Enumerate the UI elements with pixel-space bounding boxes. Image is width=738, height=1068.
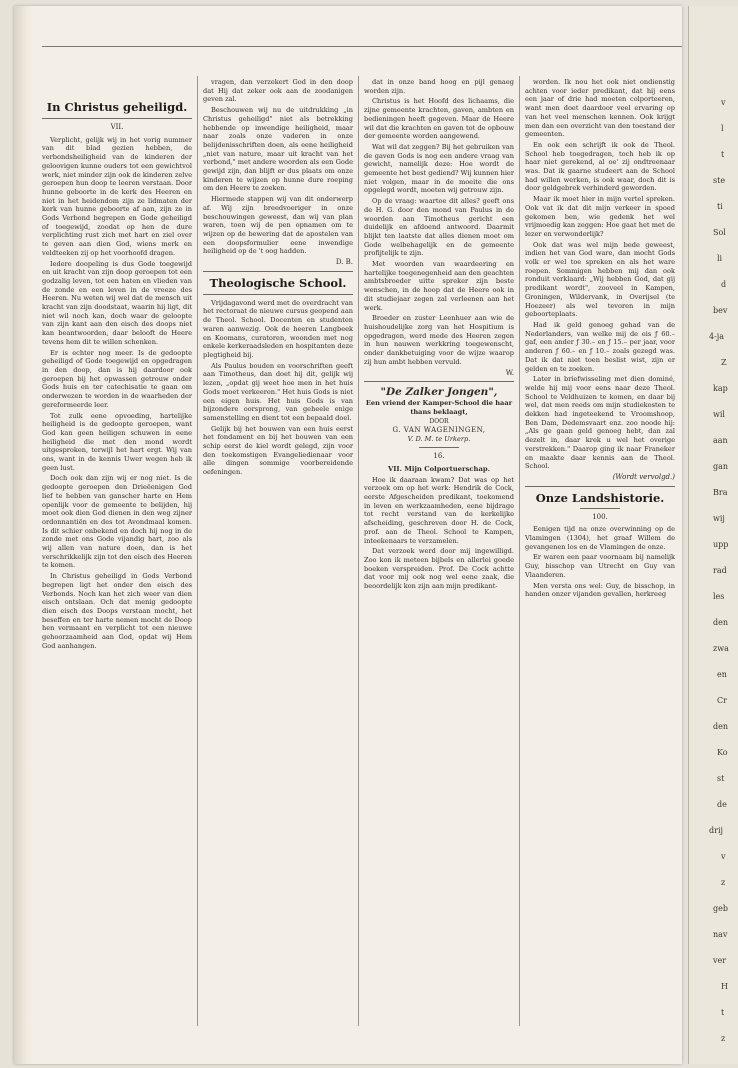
short-rule — [580, 508, 620, 509]
edge-text-fragment: Bra — [713, 488, 728, 497]
page-binding-shadow — [14, 6, 32, 1064]
paragraph: Had ik geld genoeg gehad van de Nederlanders, van welke mij de eis ƒ 60.– gaf, een ander ƒ 30.– en ƒ 15.– per jaar, voor anderen ƒ 60.– en ƒ 10.– zoals gezegd was. Dat ik dat niet toen beslist wist, zijn er gelden en te zoeken. — [525, 320, 675, 373]
edge-text-fragment: rad — [713, 566, 727, 575]
edge-text-fragment: t — [721, 1008, 725, 1017]
section-rule — [364, 381, 514, 382]
edge-text-fragment: geb — [713, 904, 728, 913]
article-subtitle: Een vriend der Kamper-School die haar thans beklaagt, — [365, 399, 513, 417]
article-title-theologische-school: Theologische School. — [209, 275, 347, 290]
column-divider — [358, 76, 359, 1026]
paragraph: Men versta ons wel: Guy, de bisschop, in handen onzer vijanden gevallen, herkreeg — [525, 581, 675, 599]
paragraph: Later in briefwisseling met dien dominé, welde hij mij voor eens naar deze Theol. School te Veldhuizen te komen, en daar bij wel, dat men reeds om mijn studiekosten te dekken had ingeteekend te Vroomshoop, Ben Dam, Dedemsvaart enz. zoo noode hij: „Als ge gaan geld genoeg hebt, dan zal dezelt in, daar krek u wel het overige verstrekken." Daarop ging ik naar Franeker en maakte daar kennis aan de Theol. School. — [525, 375, 675, 471]
edge-text-fragment: ver — [713, 956, 727, 965]
edge-text-fragment: z — [721, 878, 726, 887]
installment-number: 16. — [433, 452, 445, 461]
byline-author: G. VAN WAGENINGEN, — [392, 426, 486, 435]
edge-text-fragment: ti — [717, 202, 723, 211]
edge-text-fragment: gan — [713, 462, 729, 471]
paragraph: Vrijdagavond werd met de overdracht van het rectoraat de nieuwe cursus geopend aan de Theol. School. Docenten en studenten waren aanwezig. Ook de heeren Langbeek en Koomans, curatoren, woonden met nog enkele kerkeraadsleden en hospitanten deze plegtigheid bij. — [203, 298, 353, 359]
paragraph: Ook dat was wel mijn bede geweest, indien het van God ware, dan mocht Gods volk er wel toe spreken en als het ware roepen. Sommigen hebben mij dan ook ronduit verklaard: „Wij hebben God, dat gij predikant wordt", zooveel in Kampen, Groningen, Wildervank, in Overijsel (te Hoezeer) als wel tevoren in mijn geboorteplaats. — [525, 240, 675, 319]
top-separator-rule — [42, 46, 682, 47]
paragraph: Broeder en zuster Leenhuer aan wie de huishoudelijke zorg van het Hospitium is opgedragen, werd mede des Heeren zegen in hun nauwen werkkring toegewenscht, onder dankbetuiging voor de wijze waarop zij hun ambt hebben vervuld. — [364, 314, 514, 366]
section-rule — [203, 271, 353, 272]
edge-text-fragment: bev — [713, 306, 728, 315]
edge-text-fragment: upp — [713, 540, 729, 549]
edge-text-fragment: v — [721, 852, 726, 861]
signature: W. — [505, 368, 514, 377]
edge-text-fragment: v — [721, 98, 726, 107]
edge-text-fragment: zwa — [713, 644, 729, 653]
to-be-continued-note: (Wordt vervolgd.) — [612, 472, 675, 481]
newspaper-page — [14, 6, 682, 1064]
edge-text-fragment: les — [713, 592, 725, 601]
paragraph: Hiermede stappen wij van dit onderwerp af. Wij zijn breedvoeriger in onze beschouwingen geweest, dan wij van plan waren, toen wij de pen opnamen om te wijzen op de bewering dat de apostelen van een doopsformulier eene inwendige heiligheid op de 't oog hadden. — [203, 195, 353, 256]
column-divider — [519, 76, 520, 1026]
paragraph: Maar ik moet hier in mijn vertel spreken. Ook vat ik dat dit mijn verkeer in spoed gekomen ben, wie gedenk het wel vrijmoedig kan zeggen: Hoe gaat het met de lezer en verwonderlijk? — [525, 195, 675, 238]
article-title-in-christus: In Christus geheiligd. — [46, 100, 188, 114]
edge-text-fragment: Z — [721, 358, 727, 367]
paragraph: Met woorden van waardeering en hartelijke toegenegenheid aan den geachten ambtsbroeder uitte spreker zijn beste wenschen, in de hoop dat de Heere ook in dit studiejaar zegen zal verleenen aan het werk. — [364, 260, 514, 312]
paragraph: Christus is het Hoofd des lichaams, die zijne gemeente krachten, gaven, ambten en bedieningen heeft gegeven. Maar de Heere wil dat die krachten en gaven tot de opbouw der gemeente worden aangewend. — [364, 97, 514, 141]
edge-text-fragment: aan — [713, 436, 728, 445]
paragraph: Als Paulus bouden en voorschriften geeft aan Timotheus, dan doet hij dit, gelijk wij lezen, „opdat gij weet hoe men in het huis Gods moet verkeeren." Het huis Gods is niet een eigen huis. Het huis Gods is van bijzondere oorsprong, van geheele enige samenstelling en dient tot een bepaald doel. — [203, 361, 353, 422]
article-header-zalker-jongen — [364, 386, 514, 444]
byline-affiliation: V. D. M. te Urkerp. — [407, 435, 471, 444]
paragraph: In Christus geheiligd in Gods Verbond begrepen ligt het onder den eisch des Verbonds. Noch kan het zich weer van dien eisch ontslaan. Och dat menig gedoopte dien eisch des Doops verstaan mocht, het beseffen en ter harte nemen mocht de Doop hen vermaant en verplicht tot een nieuwe gehoorzaamheid aan God, opdat wij Hem God aanhangen. — [42, 572, 192, 650]
short-rule — [419, 447, 459, 448]
column-3 — [364, 78, 514, 593]
article-title-onze-landshistorie: Onze Landshistorie. — [535, 490, 665, 505]
edge-text-fragment: H — [721, 982, 728, 991]
paragraph: Tot zulk eene opvoeding, hartelijke heiligheid is de gedoopte geroepen, want God kan geen heiligen schuwen in eene heiligheid die met den mond wordt uitgesproken, terwijl het hart ergt. Wij van ons, want in de kennis Uwer wegen heb ik geen lust. — [42, 411, 192, 472]
article-title-zalker-jongen: "De Zalker Jongen", — [380, 386, 498, 399]
edge-text-fragment: nav — [713, 930, 728, 939]
byline-prefix: DOOR — [429, 418, 449, 426]
edge-text-fragment: wij — [713, 514, 725, 523]
edge-text-fragment: en — [717, 670, 727, 679]
column-2 — [203, 78, 353, 479]
edge-text-fragment: den — [713, 618, 729, 627]
edge-text-fragment: st — [717, 774, 725, 783]
installment-number: 100. — [592, 512, 608, 521]
paragraph: Doch ook dan zijn wij er nog niet. Is de gedoopte geroepen den Drieëenigen God lief te hebben van ganscher harte en Hem openlijk voor de gemeente te belijden, hij moet ook dien God dienen in den weg zijner ordonnantiën en des tot Avondmaal komen. Is dit schier onbekend en doch hij nog in de zonde met ons Gode vijandig hart, zoo als wij allen van nature doen, dan is het verschrikkelijk zijn tot den eisch des Heeren te komen. — [42, 474, 192, 570]
paragraph: dat in onze band hoog en pijl genaeg worden zijn. — [364, 78, 514, 95]
edge-text-fragment: drij — [709, 826, 723, 835]
edge-text-fragment: de — [717, 800, 727, 809]
paragraph: Dat verzoek werd door mij ingewilligd. Zoo kon ik meteen bijbels en allerlei goede boeken verspreiden. Prof. De Cock achtte dat voor mij ook nog wel eene zaak, die beoordelijk kon zijn aan mijn predikant- — [364, 547, 514, 591]
column-4 — [525, 78, 675, 601]
title-rule — [42, 118, 192, 119]
paragraph: Eenigen tijd na onze overwinning op de Vlamingen (1304), het graaf Willem de gevangenen los en de Vlamingen de onze. — [525, 525, 675, 551]
edge-text-fragment: den — [713, 722, 729, 731]
edge-text-fragment: z — [721, 1034, 726, 1043]
edge-text-fragment: Cr — [717, 696, 727, 705]
paragraph: Beschouwen wij nu de uitdrukking „in Christus geheiligd" niet als betrekking hebbende op inwendige heiligheid, maar naar zoals onze vaderen in onze belijdenisschriften doen, als eene heiligheid „niet van nature, maar uit kracht van het verbond," met andere woorden als een Gode gewijd zijn, dan blijft er dus plaats om onze kinderen te wijzen op hunne dure roeping om den Heere te zoeken. — [203, 106, 353, 193]
edge-text-fragment: li — [717, 254, 723, 263]
signature: D. B. — [335, 258, 353, 267]
section-rule — [525, 486, 675, 487]
paragraph: Hoe ik daaraan kwam? Dat was op het verzoek om op het werk: Hendrik de Cock, eerste Afgescheiden predikant, toekomend in leven en werkzaamheden, eene bijdrage tot recht verstand van de kerkelijke afscheiding, geschreven door H. de Cock, prof. aan de Theol. School te Kampen, inteekenaars te verzamelen. — [364, 475, 514, 545]
paragraph: vragen, dan verzekert God in den doop dat Hij dat zeker ook aan de zoodanigen geven zal. — [203, 78, 353, 104]
edge-text-fragment: t — [721, 150, 725, 159]
section-number: VII. — [110, 123, 124, 131]
paragraph: Er waren een paar voornaam bij namelijk Guy, bisschop van Utrecht en Guy van Vlaanderen. — [525, 553, 675, 579]
edge-text-fragment: d — [721, 280, 727, 289]
edge-text-fragment: wil — [713, 410, 725, 419]
edge-text-fragment: kap — [713, 384, 728, 393]
edge-text-fragment: l — [721, 124, 724, 133]
paragraph: Op de vraag: waartoe dit alles? geeft ons de H. G. door den mond van Paulus in de woorden aan Timotheus gericht een duidelijk en afdoend antwoord. Daarmit blijkt ten laatste dat alles dienen moet om Gode welbehagelijk en de gemeente profijtelijk te zijn. — [364, 197, 514, 258]
paragraph: En ook een schrijft ik ook de Theol. School heb toegedragen, toch heb ik op haar niet gerekend, al oe' zij ondtreenaar was. Dat ik gaarne studeert aan de School had willen werken, is ook waar, doch dit is door geldgebrek verhinderd geworden. — [525, 140, 675, 193]
chapter-heading: VII. Mijn Colportuerschap. — [387, 464, 491, 473]
edge-text-fragment: 4-ja — [709, 332, 725, 341]
paragraph: worden. Ik nou het ook niet ondienstig achten voor ieder predikant, dat hij eens een jaar of drie had moeten colporteeren, want men doet daardoor veel ervaring op van het veel menschen kennen. Ook krijgt men dan een overzicht van den toestand der gemeenten. — [525, 78, 675, 139]
paragraph: Wat wil dat zeggen? Bij het gebruiken van de gaven Gods is nog een andere vraag van gewicht, namelijk deze: Hoe wordt de gemeente het best gediend? Wij kunnen hier niet volgen, maar in de moeite die ons opgelegd wordt, moeten wij getrouw zijn. — [364, 142, 514, 195]
paragraph: Iedere doopeling is dus Gode toegewijd en uit kracht van zijn doop geroepen tot een godzalig leven, tot een haten en vlieden van de zonde en een leven in de vreeze des Heeren. Nu weten wij wel dat de mensch uit kracht van zijn doodstaat, waarin hij ligt, dit niet wil noch kan, doch waar de geloopte van zijn kant aan den eisch des doops niet kan beantwoorden, daar belooft de Heere tevens hem dit te willen schenken. — [42, 259, 192, 346]
paragraph: Er is echter nog meer. Is de gedoopte geheiligd of Gode toegewijd en opgedragen in den doop, dan is hij daardoor ook geroepen bij het opwassen getrouw onder Gods huis en ter catechisatie te gaan om onderwezen te worden in de waarheden der gereformeerde leer. — [42, 348, 192, 409]
edge-text-fragment: Sol — [713, 228, 726, 237]
column-divider — [197, 76, 198, 1026]
edge-text-fragment: ste — [713, 176, 726, 185]
adjacent-page-edge — [688, 6, 738, 1064]
edge-text-fragment: Ko — [717, 748, 728, 757]
column-1 — [42, 98, 192, 652]
title-rule — [203, 294, 353, 295]
paragraph: Verplicht, gelijk wij in het vorig nummer van dit blad gezien hebben, de verbondsheiligheid van de kinderen der geloovigen kunne ouders tot een gewichtvol werk, niet minder zijn ook de kinderen zelve geroepen hun doop te leeren verstaan. Door hunne geboorte in de kerk des Heeren en niet in het heidendom zijn ze lidmaten der kerk van hunne geboorte af aan, zijn ze in Gods Verbond begrepen en Gode geheiligd of toegewijd, zoodat op hen de dure verplichting rust zich met hart en ziel over te geven aan dien God, wiens merk en veldteeken zij op het voorhoofd dragen. — [42, 135, 192, 257]
paragraph: Gelijk bij het bouwen van een huis eerst het fondament en bij het bouwen van een schip eerst de kiel wordt gelegd, zijn voor den toekomstigen Evangeliedienaar voor alle dingen sommige voorbereidende oefeningen. — [203, 424, 353, 477]
